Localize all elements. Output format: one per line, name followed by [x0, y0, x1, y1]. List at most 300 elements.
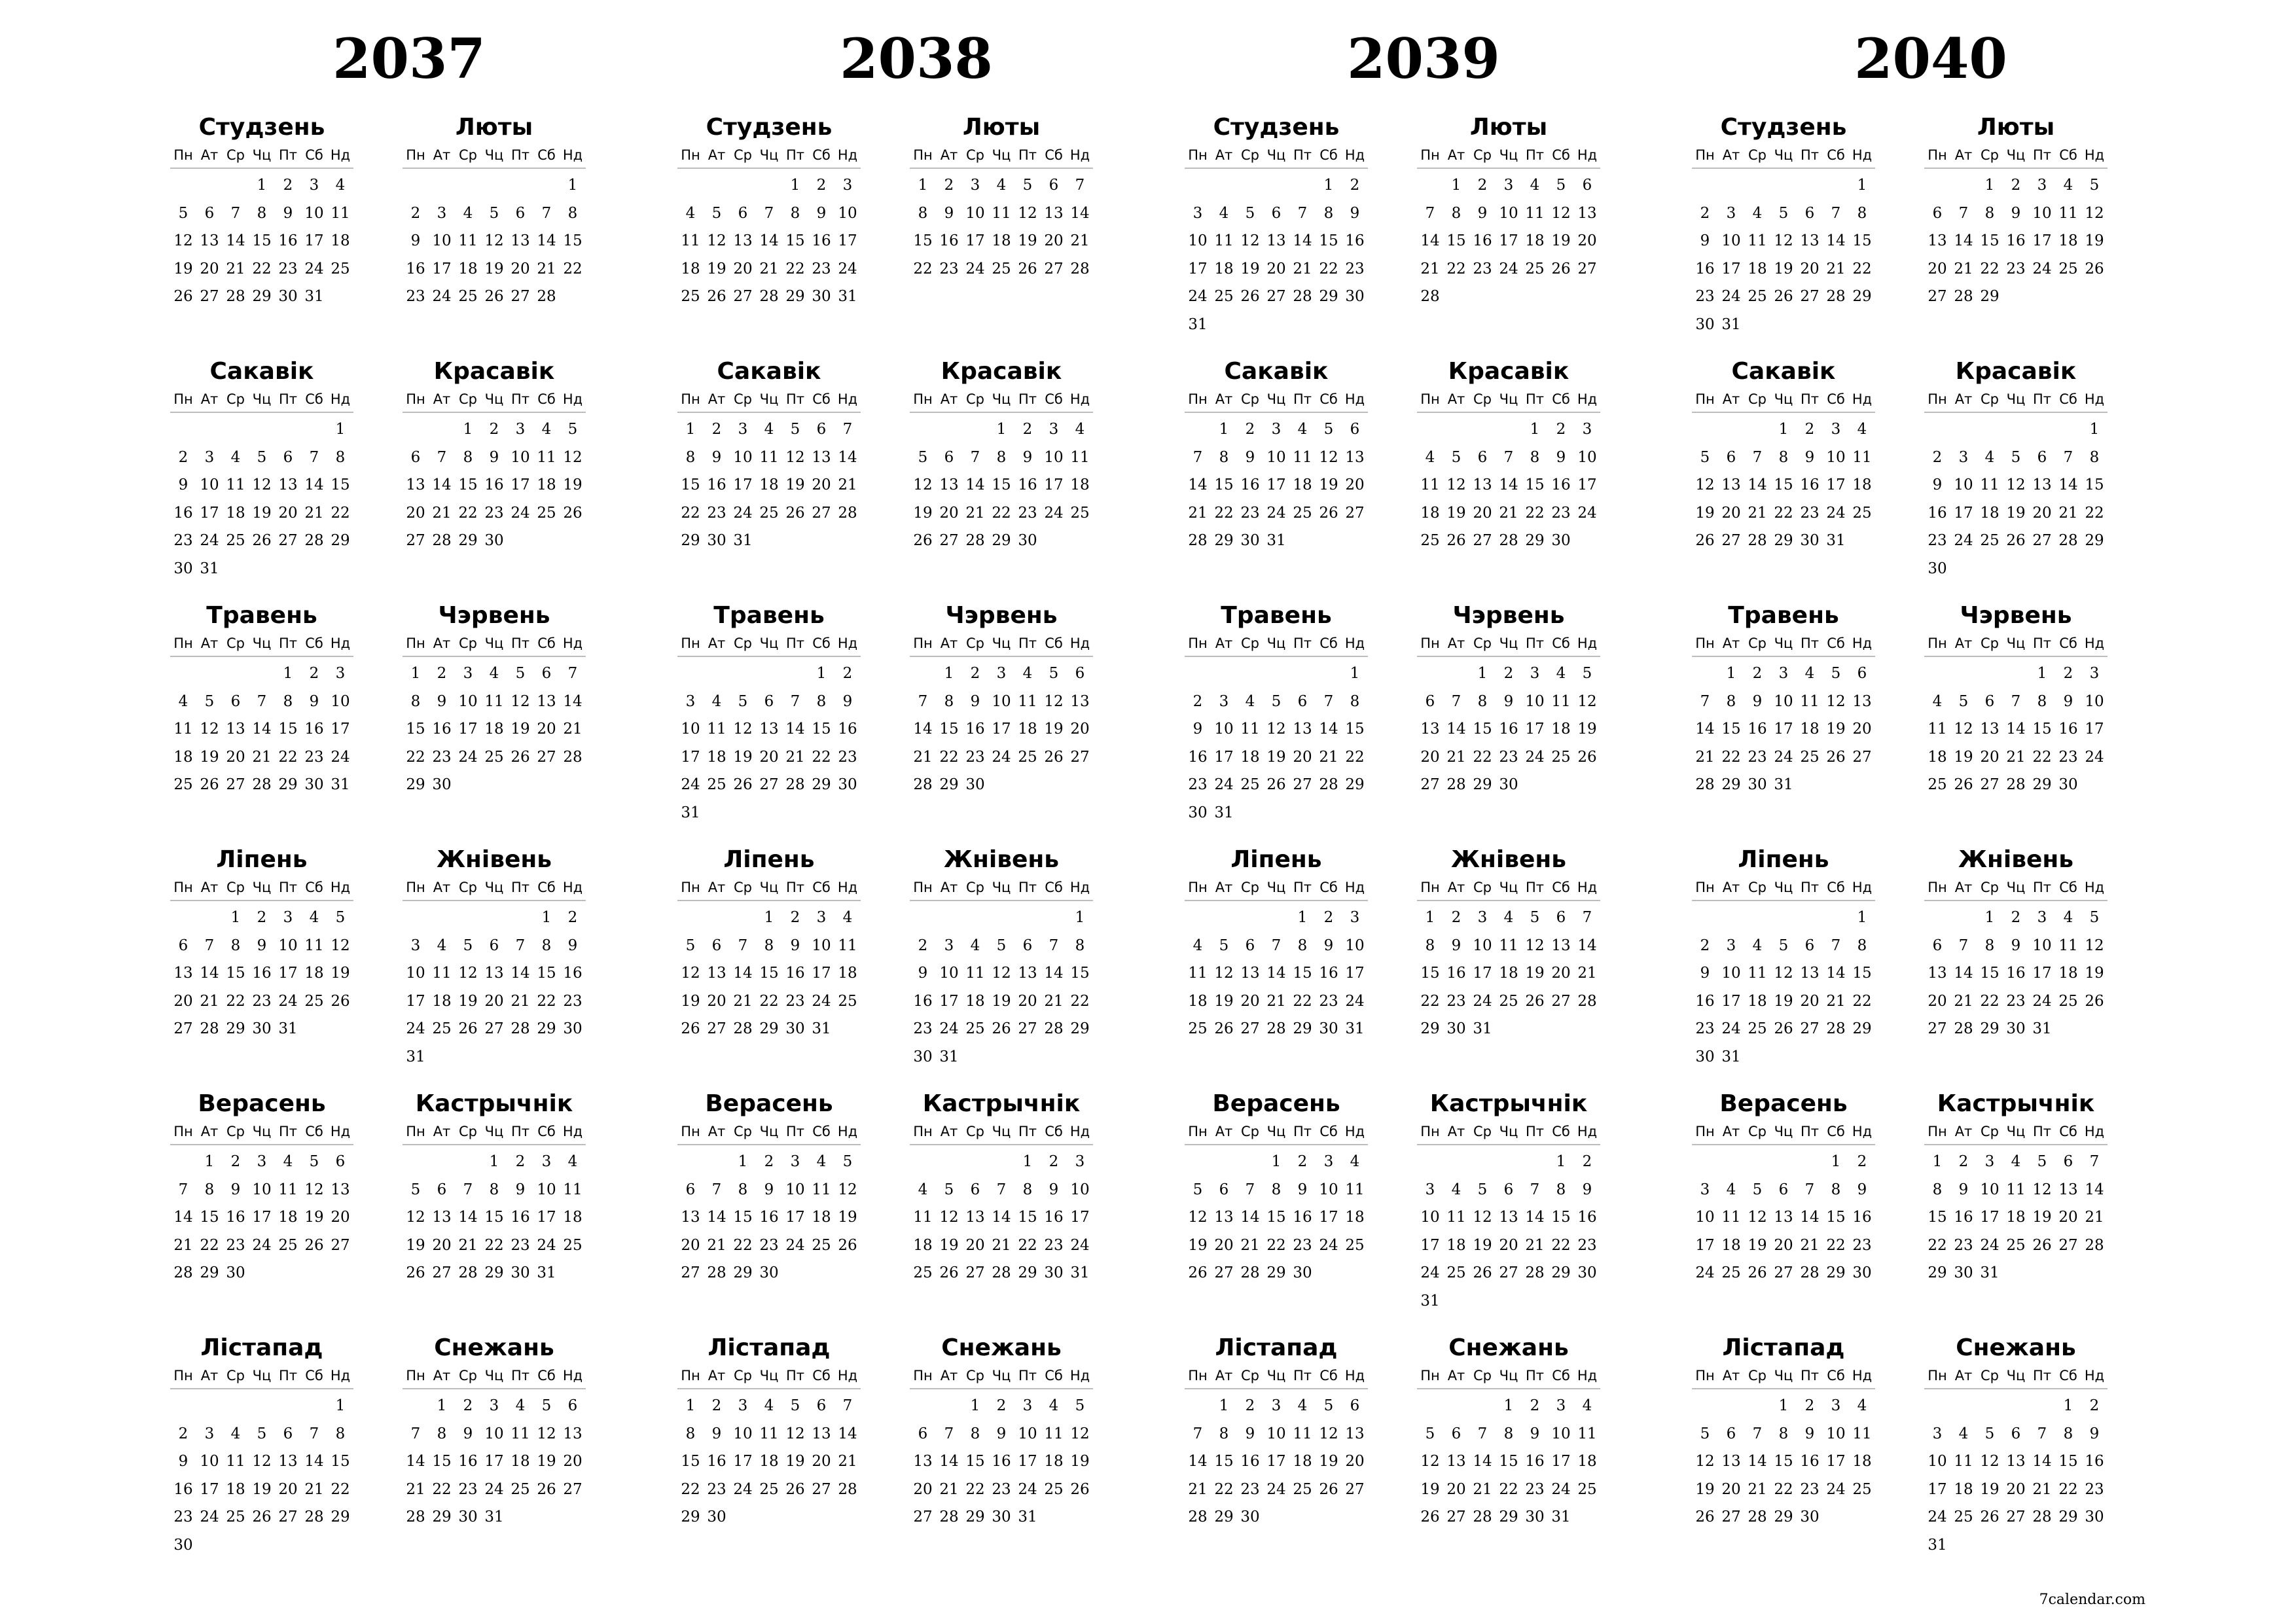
day-cell: 18: [1748, 260, 1767, 277]
month-name: Студзень: [1720, 114, 1847, 141]
month-name: Ліпень: [1738, 846, 1829, 873]
day-cell: 5: [1451, 448, 1462, 466]
weekday-label: Сб: [1045, 880, 1063, 895]
day-cell: 24: [537, 1236, 556, 1254]
day-cell: 12: [511, 692, 530, 710]
weekday-label: Нд: [2084, 1368, 2105, 1383]
day-cell: 14: [1188, 476, 1208, 493]
days-grid: [1417, 1148, 1600, 1315]
day-cell: 24: [200, 1508, 219, 1525]
month-name: Сакавік: [1224, 358, 1329, 385]
day-cell: 3: [335, 665, 346, 682]
day-cell: 15: [1473, 721, 1492, 738]
day-cell: 6: [2037, 448, 2047, 466]
day-cell: 20: [278, 1480, 298, 1498]
day-cell: 26: [406, 1264, 425, 1281]
weekday-label: Чц: [1499, 1124, 1518, 1139]
day-cell: 3: [970, 177, 980, 194]
day-cell: 18: [304, 965, 324, 982]
day-cell: 20: [200, 260, 219, 277]
day-cell: 2: [1451, 909, 1462, 926]
day-cell: 24: [331, 748, 350, 766]
day-cell: 25: [1748, 288, 1767, 305]
day-cell: 15: [200, 1209, 219, 1226]
day-cell: 9: [996, 1425, 1007, 1442]
day-cell: 13: [812, 1425, 831, 1442]
day-cell: 18: [537, 476, 556, 493]
day-cell: 1: [1219, 1397, 1229, 1414]
weekday-label: Нд: [1577, 391, 1598, 407]
days-grid: [170, 171, 353, 311]
month-name: Ліпень: [723, 846, 815, 873]
day-cell: 28: [1319, 776, 1338, 793]
day-cell: 24: [1214, 776, 1234, 793]
days-grid: [170, 416, 353, 582]
day-cell: 28: [458, 1264, 478, 1281]
weekday-label: Ат: [1954, 1368, 1973, 1383]
month-block: [677, 599, 861, 842]
day-cell: 4: [283, 1153, 293, 1170]
day-cell: 4: [1075, 421, 1085, 438]
weekday-label: Ср: [966, 147, 984, 163]
day-cell: 17: [1214, 748, 1234, 766]
day-cell: 28: [1748, 532, 1767, 549]
weekday-label: Сб: [1319, 1368, 1338, 1383]
day-cell: 9: [1323, 936, 1334, 954]
day-cell: 28: [1446, 776, 1466, 793]
day-cell: 10: [1774, 692, 1793, 710]
day-cell: 28: [1577, 992, 1597, 1010]
day-cell: 21: [1826, 260, 1846, 277]
empty-cell: [1770, 1148, 1797, 1176]
day-cell: 11: [1800, 692, 1820, 710]
empty-cell: [1185, 660, 1211, 688]
day-cell: 1: [738, 1153, 748, 1170]
day-cell: 31: [304, 288, 324, 305]
day-cell: 20: [1852, 721, 1872, 738]
day-cell: 20: [939, 504, 959, 522]
day-cell: 14: [1446, 721, 1466, 738]
day-cell: 29: [1018, 1264, 1037, 1281]
day-cell: 9: [437, 692, 447, 710]
day-cell: 31: [1551, 1508, 1571, 1525]
month-name: Чэрвень: [1452, 602, 1565, 629]
weekday-label: Сб: [1827, 1368, 1845, 1383]
day-cell: 3: [685, 692, 696, 710]
weekday-label: Ср: [1981, 1368, 1999, 1383]
day-cell: 21: [1748, 1480, 1767, 1498]
day-cell: 23: [992, 1480, 1011, 1498]
day-cell: 25: [1044, 1480, 1064, 1498]
month-block: [170, 1088, 353, 1330]
day-cell: 5: [541, 1397, 552, 1414]
day-cell: 12: [484, 232, 504, 249]
day-cell: 14: [304, 476, 324, 493]
weekday-label: Чц: [1266, 635, 1286, 651]
day-cell: 20: [1345, 1453, 1365, 1470]
weekday-label: Пн: [1928, 635, 1947, 651]
weekday-label: Нд: [1577, 1368, 1598, 1383]
day-cell: 27: [812, 1480, 831, 1498]
day-cell: 6: [1932, 204, 1943, 222]
day-cell: 5: [1022, 177, 1033, 194]
day-cell: 12: [2006, 476, 2026, 493]
empty-cell: [2003, 1392, 2029, 1420]
day-cell: 22: [1214, 1480, 1234, 1498]
day-cell: 13: [1240, 965, 1260, 982]
day-cell: 3: [1932, 1425, 1943, 1442]
weekday-header-row: [170, 1120, 353, 1145]
day-cell: 12: [1525, 936, 1545, 954]
day-cell: 5: [335, 909, 346, 926]
weekday-label: Пт: [785, 635, 805, 651]
day-cell: 7: [842, 1397, 853, 1414]
day-cell: 2: [1804, 421, 1815, 438]
day-cell: 20: [812, 476, 831, 493]
empty-cell: [1718, 1392, 1744, 1420]
day-cell: 21: [1499, 504, 1518, 522]
weekday-label: Пн: [913, 1124, 933, 1139]
empty-cell: [936, 1148, 962, 1176]
weekday-label: Пн: [1695, 635, 1715, 651]
day-cell: 29: [200, 1264, 219, 1281]
weekday-label: Сб: [2059, 880, 2077, 895]
day-cell: 2: [1245, 421, 1255, 438]
weekday-label: Чц: [252, 880, 272, 895]
empty-cell: [1770, 171, 1797, 200]
day-cell: 11: [1525, 204, 1545, 222]
day-cell: 4: [2063, 177, 2073, 194]
weekday-label: Нд: [330, 1368, 351, 1383]
weekday-label: Пт: [1018, 880, 1037, 895]
weekday-label: Нд: [2084, 391, 2105, 407]
weekday-label: Ат: [940, 1124, 958, 1139]
month-name: Снежань: [941, 1334, 1062, 1361]
day-cell: 31: [1774, 776, 1793, 793]
weekday-header-row: [1185, 1120, 1368, 1145]
weekday-label: Сб: [1319, 391, 1338, 407]
day-cell: 14: [838, 1425, 857, 1442]
day-cell: 1: [283, 665, 293, 682]
day-cell: 16: [173, 1480, 193, 1498]
weekday-label: Пн: [406, 147, 425, 163]
day-cell: 4: [1193, 936, 1203, 954]
day-cell: 4: [489, 665, 499, 682]
day-cell: 22: [992, 504, 1011, 522]
day-cell: 1: [816, 665, 827, 682]
weekday-header-row: [910, 1120, 1093, 1145]
weekday-header-row: [1692, 1364, 1875, 1389]
month-name: Травень: [1221, 602, 1332, 629]
day-cell: 27: [432, 1264, 452, 1281]
day-cell: 18: [1499, 965, 1518, 982]
day-cell: 7: [2037, 1425, 2047, 1442]
weekday-label: Пн: [1695, 1124, 1715, 1139]
day-cell: 11: [1446, 1209, 1466, 1226]
month-block: [910, 599, 1093, 842]
day-cell: 14: [537, 232, 556, 249]
day-cell: 6: [335, 1153, 346, 1170]
day-cell: 11: [759, 1425, 779, 1442]
day-cell: 17: [2032, 965, 2052, 982]
day-cell: 12: [1420, 1453, 1440, 1470]
month-block: [910, 355, 1093, 597]
weekday-label: Ат: [1447, 147, 1465, 163]
day-cell: 1: [1726, 665, 1736, 682]
weekday-label: Пт: [1525, 1124, 1545, 1139]
day-cell: 4: [1425, 448, 1435, 466]
day-cell: 23: [2006, 260, 2026, 277]
day-cell: 7: [1075, 177, 1085, 194]
empty-cell: [403, 904, 429, 932]
weekday-label: Ат: [1954, 391, 1973, 407]
day-cell: 28: [838, 504, 857, 522]
day-cell: 25: [1928, 776, 1947, 793]
day-cell: 4: [1503, 909, 1514, 926]
days-grid: [677, 1392, 861, 1531]
empty-cell: [249, 416, 275, 444]
day-cell: 19: [1420, 1480, 1440, 1498]
day-cell: 31: [1721, 1048, 1741, 1065]
weekday-label: Пн: [1928, 391, 1947, 407]
day-cell: 26: [838, 1236, 857, 1254]
month-name: Студзень: [198, 114, 325, 141]
day-cell: 22: [1928, 1236, 1947, 1254]
weekday-label: Ср: [459, 147, 477, 163]
day-cell: 7: [996, 1181, 1007, 1198]
day-cell: 26: [1980, 1508, 2000, 1525]
day-cell: 26: [1188, 1264, 1208, 1281]
month-block: [1417, 111, 1600, 353]
day-cell: 11: [681, 232, 700, 249]
day-cell: 21: [2006, 748, 2026, 766]
day-cell: 23: [1577, 1236, 1597, 1254]
day-cell: 9: [1477, 204, 1488, 222]
day-cell: 2: [970, 665, 980, 682]
day-cell: 20: [1044, 232, 1064, 249]
empty-cell: [1237, 904, 1263, 932]
day-cell: 25: [484, 748, 504, 766]
day-cell: 24: [1266, 1480, 1286, 1498]
day-cell: 7: [1451, 692, 1462, 710]
day-cell: 27: [1044, 260, 1064, 277]
day-cell: 14: [252, 721, 272, 738]
day-cell: 26: [2085, 260, 2104, 277]
empty-cell: [1692, 1392, 1718, 1420]
day-cell: 9: [918, 965, 928, 982]
month-name: Студзень: [1213, 114, 1340, 141]
day-cell: 21: [759, 260, 779, 277]
weekday-label: Чц: [759, 1124, 779, 1139]
day-cell: 4: [230, 448, 241, 466]
empty-cell: [1237, 660, 1263, 688]
weekday-label: Ат: [940, 147, 958, 163]
day-cell: 7: [2011, 692, 2021, 710]
weekday-label: Пн: [913, 880, 933, 895]
day-cell: 25: [1499, 992, 1518, 1010]
day-cell: 9: [489, 448, 499, 466]
empty-cell: [1496, 416, 1522, 444]
month-name: Чэрвень: [1960, 602, 2072, 629]
day-cell: 11: [226, 1453, 245, 1470]
empty-cell: [249, 660, 275, 688]
day-cell: 16: [173, 504, 193, 522]
day-cell: 22: [965, 1480, 985, 1498]
weekday-label: Нд: [1577, 880, 1598, 895]
day-cell: 8: [1323, 204, 1334, 222]
weekday-label: Нд: [2084, 1124, 2105, 1139]
day-cell: 14: [1826, 232, 1846, 249]
day-cell: 12: [563, 448, 583, 466]
day-cell: 2: [1245, 1397, 1255, 1414]
day-cell: 28: [2085, 1236, 2104, 1254]
month-block: [1692, 355, 1875, 597]
day-cell: 6: [764, 692, 774, 710]
day-cell: 24: [838, 260, 857, 277]
weekday-label: Сб: [1552, 1368, 1570, 1383]
day-cell: 15: [252, 232, 272, 249]
day-cell: 21: [939, 1480, 959, 1498]
empty-cell: [1263, 171, 1289, 200]
day-cell: 30: [1446, 1020, 1466, 1037]
day-cell: 16: [1044, 1209, 1064, 1226]
day-cell: 27: [1800, 288, 1820, 305]
day-cell: 11: [1070, 448, 1090, 466]
day-cell: 23: [1954, 1236, 1973, 1254]
day-cell: 13: [406, 476, 425, 493]
day-cell: 19: [707, 260, 726, 277]
day-cell: 11: [563, 1181, 583, 1198]
day-cell: 7: [1193, 448, 1203, 466]
weekday-label: Сб: [812, 1124, 831, 1139]
empty-cell: [962, 904, 988, 932]
days-grid: [677, 416, 861, 555]
day-cell: 1: [1556, 1153, 1566, 1170]
days-grid: [1692, 904, 1875, 1071]
weekday-label: Чц: [252, 391, 272, 407]
day-cell: 20: [537, 721, 556, 738]
day-cell: 24: [812, 992, 831, 1010]
day-cell: 10: [406, 965, 425, 982]
day-cell: 3: [1049, 421, 1059, 438]
weekday-label: Нд: [330, 880, 351, 895]
day-cell: 2: [816, 177, 827, 194]
day-cell: 27: [1018, 1020, 1037, 1037]
days-grid: [1417, 660, 1600, 799]
weekday-label: Сб: [537, 635, 556, 651]
day-cell: 21: [1826, 992, 1846, 1010]
empty-cell: [429, 904, 455, 932]
day-cell: 25: [1980, 532, 2000, 549]
weekday-label: Нд: [562, 1124, 583, 1139]
day-cell: 23: [785, 992, 805, 1010]
day-cell: 15: [1345, 721, 1365, 738]
day-cell: 19: [1980, 1480, 2000, 1498]
day-cell: 9: [711, 1425, 722, 1442]
weekday-label: Ср: [1748, 880, 1767, 895]
day-cell: 24: [681, 776, 700, 793]
day-cell: 15: [458, 476, 478, 493]
day-cell: 20: [1800, 992, 1820, 1010]
day-cell: 26: [1551, 260, 1571, 277]
day-cell: 8: [1271, 1181, 1282, 1198]
weekday-label: Ср: [1241, 1368, 1259, 1383]
day-cell: 4: [1049, 1397, 1059, 1414]
empty-cell: [1924, 660, 1950, 688]
month-block: [1924, 599, 2108, 842]
day-cell: 16: [1473, 232, 1492, 249]
day-cell: 30: [226, 1264, 245, 1281]
day-cell: 25: [226, 1508, 245, 1525]
empty-cell: [756, 171, 782, 200]
day-cell: 7: [1503, 448, 1514, 466]
empty-cell: [2029, 1392, 2055, 1420]
day-cell: 13: [278, 1453, 298, 1470]
weekday-label: Ср: [1473, 147, 1492, 163]
day-cell: 8: [1556, 1181, 1566, 1198]
day-cell: 23: [1044, 1236, 1064, 1254]
day-cell: 8: [1219, 448, 1229, 466]
month-name: Верасень: [198, 1090, 326, 1117]
day-cell: 16: [511, 1209, 530, 1226]
day-cell: 30: [1345, 288, 1365, 305]
day-cell: 5: [1075, 1397, 1085, 1414]
day-cell: 16: [707, 476, 726, 493]
day-cell: 9: [816, 204, 827, 222]
day-cell: 2: [1503, 665, 1514, 682]
weekday-label: Ат: [200, 391, 219, 407]
day-cell: 4: [1857, 1397, 1867, 1414]
day-cell: 8: [437, 1425, 447, 1442]
day-cell: 5: [1049, 665, 1059, 682]
day-cell: 13: [511, 232, 530, 249]
day-cell: 25: [331, 260, 350, 277]
day-cell: 20: [1446, 1480, 1466, 1498]
day-cell: 8: [790, 204, 800, 222]
empty-cell: [1522, 1148, 1548, 1176]
weekday-label: Пн: [1695, 391, 1715, 407]
day-cell: 19: [511, 721, 530, 738]
weekday-header-row: [910, 632, 1093, 657]
empty-cell: [1289, 660, 1316, 688]
empty-cell: [1797, 1148, 1823, 1176]
day-cell: 27: [563, 1480, 583, 1498]
weekday-label: Ср: [966, 635, 984, 651]
day-cell: 29: [1070, 1020, 1090, 1037]
day-cell: 7: [1530, 1181, 1540, 1198]
day-cell: 1: [1350, 665, 1360, 682]
day-cell: 31: [406, 1048, 425, 1065]
day-cell: 29: [965, 1508, 985, 1525]
day-cell: 14: [304, 1453, 324, 1470]
day-cell: 8: [567, 204, 578, 222]
day-cell: 1: [1984, 909, 1995, 926]
day-cell: 3: [996, 665, 1007, 682]
day-cell: 9: [944, 204, 954, 222]
day-cell: 2: [437, 665, 447, 682]
day-cell: 28: [1525, 1264, 1545, 1281]
day-cell: 10: [812, 936, 831, 954]
weekday-label: Сб: [1045, 1368, 1063, 1383]
day-cell: 14: [2058, 476, 2078, 493]
day-cell: 4: [816, 1153, 827, 1170]
empty-cell: [1718, 904, 1744, 932]
day-cell: 19: [331, 965, 350, 982]
weekday-label: Нд: [562, 1368, 583, 1383]
day-cell: 17: [812, 965, 831, 982]
day-cell: 31: [278, 1020, 298, 1037]
weekday-label: Ат: [708, 880, 726, 895]
